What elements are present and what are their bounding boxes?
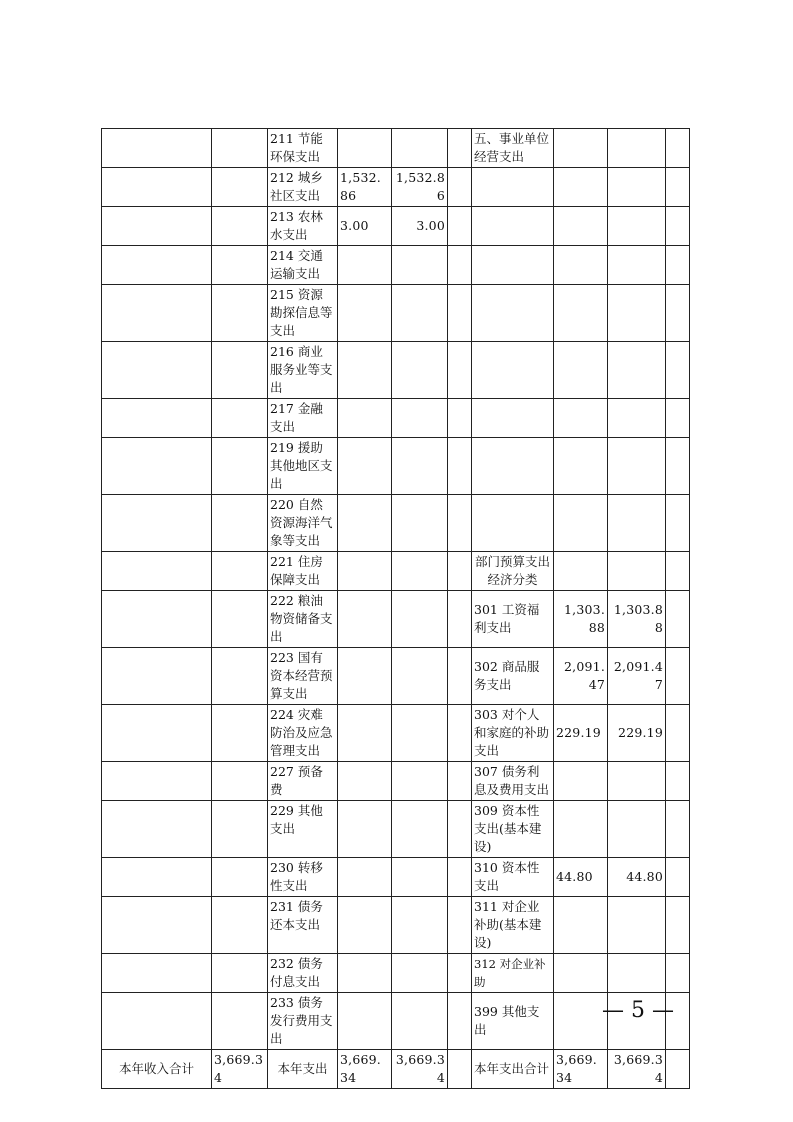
amount-cell <box>608 552 666 591</box>
amount-cell <box>608 495 666 552</box>
cell <box>212 129 268 168</box>
category-cell: 309 资本性支出(基本建设) <box>472 801 554 858</box>
cell <box>448 438 472 495</box>
cell <box>102 207 212 246</box>
cell <box>102 438 212 495</box>
cell <box>666 438 690 495</box>
category-cell: 211 节能环保支出 <box>268 129 338 168</box>
amount-cell: 3,669.34 <box>608 1050 666 1089</box>
category-cell: 213 农林水支出 <box>268 207 338 246</box>
cell <box>448 399 472 438</box>
cell <box>666 801 690 858</box>
amount-cell <box>554 399 608 438</box>
amount-cell: 1,532.86 <box>392 168 448 207</box>
amount-cell: 229.19 <box>608 705 666 762</box>
category-cell: 221 住房保障支出 <box>268 552 338 591</box>
amount-cell <box>554 801 608 858</box>
amount-cell <box>608 438 666 495</box>
cell <box>102 705 212 762</box>
cell <box>448 993 472 1050</box>
amount-cell <box>392 246 448 285</box>
amount-cell <box>338 897 392 954</box>
table-row <box>102 168 690 207</box>
category-cell: 212 城乡社区支出 <box>268 168 338 207</box>
category-cell: 220 自然资源海洋气象等支出 <box>268 495 338 552</box>
table-row <box>102 342 690 399</box>
amount-cell <box>338 246 392 285</box>
table-row <box>102 285 690 342</box>
amount-cell <box>338 438 392 495</box>
amount-cell <box>338 285 392 342</box>
amount-cell <box>392 552 448 591</box>
amount-cell <box>554 495 608 552</box>
cell <box>448 207 472 246</box>
amount-cell <box>554 438 608 495</box>
amount-cell <box>338 495 392 552</box>
amount-cell <box>554 552 608 591</box>
table-row <box>102 648 690 705</box>
amount-cell <box>338 705 392 762</box>
amount-cell: 3,669.34 <box>392 1050 448 1089</box>
cell <box>212 168 268 207</box>
cell <box>102 285 212 342</box>
cell <box>102 993 212 1050</box>
category-cell: 229 其他支出 <box>268 801 338 858</box>
amount-cell <box>392 858 448 897</box>
amount-cell <box>608 399 666 438</box>
cell <box>212 552 268 591</box>
cell <box>666 168 690 207</box>
category-cell: 216 商业服务业等支出 <box>268 342 338 399</box>
cell <box>212 207 268 246</box>
amount-cell <box>392 762 448 801</box>
totals-row <box>102 1050 690 1089</box>
category-cell <box>472 438 554 495</box>
table-row <box>102 801 690 858</box>
amount-cell <box>608 129 666 168</box>
category-cell: 223 国有资本经营预算支出 <box>268 648 338 705</box>
amount-cell <box>554 342 608 399</box>
cell <box>212 762 268 801</box>
cell <box>448 495 472 552</box>
cell <box>666 762 690 801</box>
category-cell <box>472 246 554 285</box>
table-row <box>102 858 690 897</box>
total-expense-label: 本年支出 <box>268 1050 338 1089</box>
cell <box>666 1050 690 1089</box>
cell <box>666 897 690 954</box>
amount-cell <box>608 207 666 246</box>
cell <box>666 858 690 897</box>
table-row <box>102 129 690 168</box>
cell <box>102 897 212 954</box>
cell <box>448 705 472 762</box>
table-row <box>102 495 690 552</box>
cell <box>448 648 472 705</box>
cell <box>212 801 268 858</box>
category-cell <box>472 207 554 246</box>
table-row <box>102 897 690 954</box>
amount-cell: 44.80 <box>554 858 608 897</box>
cell <box>448 285 472 342</box>
cell <box>448 552 472 591</box>
amount-cell <box>608 801 666 858</box>
amount-cell <box>554 285 608 342</box>
cell <box>212 897 268 954</box>
amount-cell: 229.19 <box>554 705 608 762</box>
cell <box>448 246 472 285</box>
amount-cell <box>392 285 448 342</box>
cell <box>666 285 690 342</box>
table-row <box>102 705 690 762</box>
amount-cell <box>338 591 392 648</box>
category-cell <box>472 285 554 342</box>
amount-cell: 3.00 <box>338 207 392 246</box>
amount-cell <box>392 993 448 1050</box>
amount-cell <box>392 129 448 168</box>
cell <box>666 495 690 552</box>
cell <box>666 552 690 591</box>
amount-cell: 2,091.47 <box>554 648 608 705</box>
cell <box>102 495 212 552</box>
amount-cell: 3.00 <box>392 207 448 246</box>
category-cell <box>472 495 554 552</box>
amount-cell <box>338 762 392 801</box>
amount-cell <box>392 399 448 438</box>
amount-cell: 1,532.86 <box>338 168 392 207</box>
amount-cell <box>554 762 608 801</box>
category-cell: 311 对企业补助(基本建设) <box>472 897 554 954</box>
category-cell: 302 商品服务支出 <box>472 648 554 705</box>
cell <box>666 399 690 438</box>
category-cell: 214 交通运输支出 <box>268 246 338 285</box>
category-cell: 310 资本性支出 <box>472 858 554 897</box>
amount-cell <box>392 495 448 552</box>
category-cell: 307 债务利息及费用支出 <box>472 762 554 801</box>
amount-cell: 1,303.88 <box>554 591 608 648</box>
cell <box>212 705 268 762</box>
amount-cell <box>338 399 392 438</box>
amount-cell <box>338 858 392 897</box>
amount-cell <box>392 342 448 399</box>
amount-cell <box>392 591 448 648</box>
amount-cell: 3,669.34 <box>338 1050 392 1089</box>
category-cell: 233 债务发行费用支出 <box>268 993 338 1050</box>
category-cell: 五、事业单位经营支出 <box>472 129 554 168</box>
cell <box>666 705 690 762</box>
cell <box>448 129 472 168</box>
cell <box>448 591 472 648</box>
amount-cell <box>608 246 666 285</box>
category-cell <box>472 168 554 207</box>
cell <box>666 207 690 246</box>
amount-cell <box>392 897 448 954</box>
amount-cell <box>554 954 608 993</box>
table-row <box>102 207 690 246</box>
amount-cell <box>608 954 666 993</box>
amount-cell <box>338 342 392 399</box>
cell <box>102 591 212 648</box>
cell <box>102 129 212 168</box>
category-cell: 399 其他支出 <box>472 993 554 1050</box>
total-income-label: 本年收入合计 <box>102 1050 212 1089</box>
cell <box>666 129 690 168</box>
table-row <box>102 399 690 438</box>
amount-cell <box>608 285 666 342</box>
cell <box>212 858 268 897</box>
cell <box>666 342 690 399</box>
cell <box>212 246 268 285</box>
category-cell: 227 预备费 <box>268 762 338 801</box>
table-row <box>102 591 690 648</box>
page-number: — 5 — <box>602 998 674 1023</box>
category-cell: 232 债务付息支出 <box>268 954 338 993</box>
cell <box>102 246 212 285</box>
cell <box>448 897 472 954</box>
cell <box>448 858 472 897</box>
amount-cell <box>392 648 448 705</box>
category-cell: 224 灾难防治及应急管理支出 <box>268 705 338 762</box>
cell <box>102 342 212 399</box>
category-cell: 231 债务还本支出 <box>268 897 338 954</box>
amount-cell <box>392 801 448 858</box>
amount-cell: 1,303.88 <box>608 591 666 648</box>
cell <box>666 648 690 705</box>
category-cell: 303 对个人和家庭的补助支出 <box>472 705 554 762</box>
cell <box>212 495 268 552</box>
cell <box>102 168 212 207</box>
cell <box>102 399 212 438</box>
amount-cell: 3,669.34 <box>554 1050 608 1089</box>
cell <box>448 954 472 993</box>
cell <box>448 801 472 858</box>
amount-cell: 2,091.47 <box>608 648 666 705</box>
cell <box>212 648 268 705</box>
amount-cell <box>338 552 392 591</box>
category-cell <box>472 342 554 399</box>
amount-cell <box>608 342 666 399</box>
category-cell: 219 援助其他地区支出 <box>268 438 338 495</box>
amount-cell <box>392 705 448 762</box>
amount-cell <box>608 168 666 207</box>
cell <box>102 552 212 591</box>
table-row <box>102 438 690 495</box>
table-row <box>102 552 690 591</box>
category-cell: 230 转移性支出 <box>268 858 338 897</box>
cell <box>448 342 472 399</box>
budget-table <box>101 128 690 1089</box>
table-row <box>102 762 690 801</box>
cell <box>212 591 268 648</box>
section-header-cell: 部门预算支出经济分类 <box>472 552 554 591</box>
cell <box>102 954 212 993</box>
total-expense-sum-label: 本年支出合计 <box>472 1050 554 1089</box>
cell <box>212 438 268 495</box>
cell <box>102 858 212 897</box>
amount-cell <box>554 207 608 246</box>
category-cell: 215 资源勘探信息等支出 <box>268 285 338 342</box>
amount-cell <box>554 897 608 954</box>
category-cell: 301 工资福利支出 <box>472 591 554 648</box>
amount-cell <box>554 129 608 168</box>
cell <box>212 342 268 399</box>
cell <box>666 591 690 648</box>
cell <box>212 285 268 342</box>
total-income-amount: 3,669.34 <box>212 1050 268 1089</box>
cell <box>666 246 690 285</box>
amount-cell <box>338 954 392 993</box>
amount-cell: 44.80 <box>608 858 666 897</box>
amount-cell <box>608 762 666 801</box>
amount-cell <box>338 993 392 1050</box>
amount-cell <box>554 168 608 207</box>
category-cell: 312 对企业补助 <box>472 954 554 993</box>
cell <box>102 648 212 705</box>
category-cell: 222 粮油物资储备支出 <box>268 591 338 648</box>
amount-cell <box>392 438 448 495</box>
amount-cell <box>338 801 392 858</box>
cell <box>102 801 212 858</box>
category-cell <box>472 399 554 438</box>
cell <box>448 168 472 207</box>
cell <box>448 762 472 801</box>
cell <box>448 1050 472 1089</box>
cell <box>102 762 212 801</box>
table-row <box>102 954 690 993</box>
cell <box>212 399 268 438</box>
amount-cell <box>338 648 392 705</box>
amount-cell <box>608 897 666 954</box>
amount-cell <box>554 246 608 285</box>
cell <box>212 954 268 993</box>
cell <box>666 954 690 993</box>
category-cell: 217 金融支出 <box>268 399 338 438</box>
cell <box>212 993 268 1050</box>
amount-cell <box>554 993 608 1050</box>
amount-cell <box>392 954 448 993</box>
amount-cell <box>338 129 392 168</box>
table-row <box>102 246 690 285</box>
